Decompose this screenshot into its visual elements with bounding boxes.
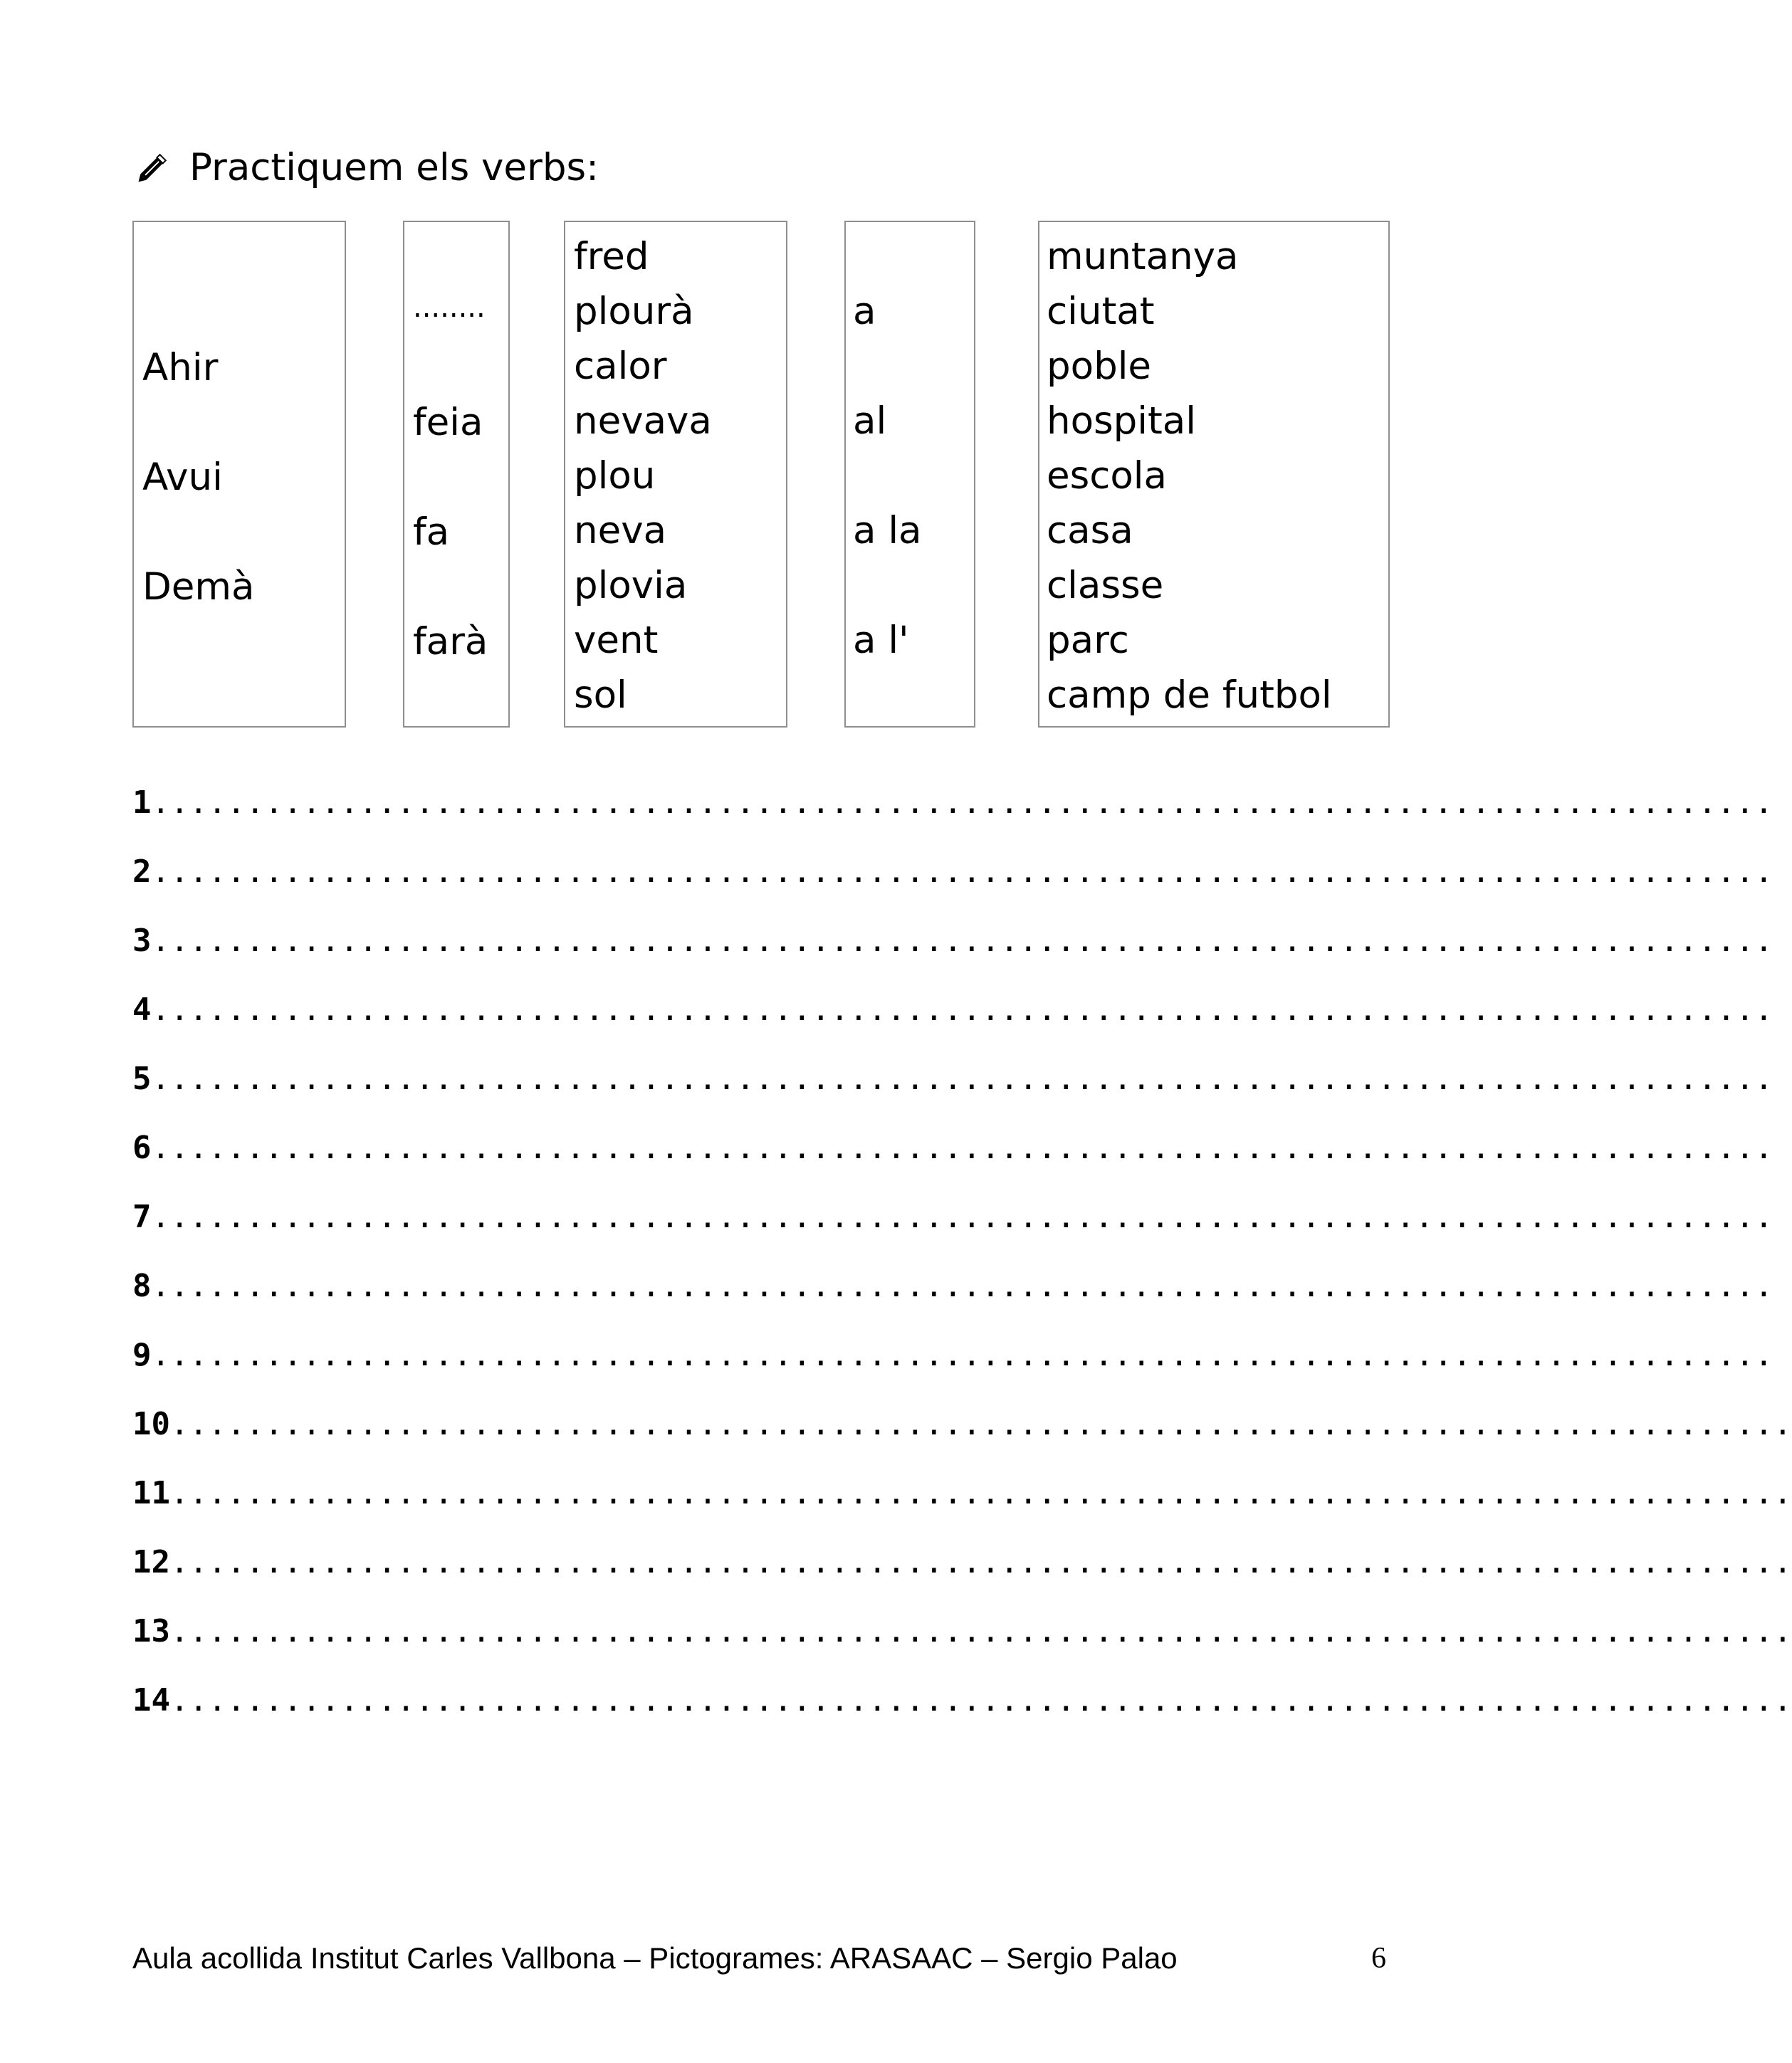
line-dots: ...................................................................................... [169, 1475, 1792, 1511]
practice-line-6[interactable] [132, 1127, 1773, 1170]
weather-word: nevava [574, 399, 712, 443]
place-word: parc [1047, 619, 1129, 662]
pencil-icon [132, 147, 174, 188]
line-dots: ...................................................................................... [151, 992, 1773, 1028]
practice-line-14[interactable] [132, 1679, 1792, 1722]
weather-word: sol [574, 673, 627, 717]
place-word: poble [1047, 345, 1152, 388]
preposition-word: a [853, 290, 876, 333]
line-dots: ...................................................................................... [151, 1268, 1773, 1304]
line-dots: ...................................................................................... [169, 1544, 1792, 1580]
place-word: hospital [1047, 399, 1196, 443]
line-dots: ...................................................................................... [151, 923, 1773, 959]
line-dots: ...................................................................................... [169, 1613, 1792, 1649]
line-number: 13 [132, 1613, 170, 1649]
practice-line-4[interactable] [132, 989, 1773, 1032]
time-word: Avui [142, 456, 223, 499]
practice-line-11[interactable] [132, 1472, 1792, 1515]
practice-line-2[interactable] [132, 851, 1773, 893]
place-word: ciutat [1047, 290, 1155, 333]
line-number: 12 [132, 1544, 170, 1580]
weather-word: plou [574, 454, 656, 498]
place-word: casa [1047, 509, 1133, 552]
line-number: 10 [132, 1406, 170, 1442]
practice-line-9[interactable] [132, 1334, 1773, 1377]
page-number: 6 [1371, 1942, 1386, 1975]
verb-blank: ........ [413, 291, 486, 324]
line-dots: ...................................................................................... [169, 1682, 1792, 1718]
line-number: 4 [132, 992, 152, 1028]
practice-line-5[interactable] [132, 1058, 1773, 1101]
line-dots: ...................................................................................... [169, 1406, 1792, 1442]
practice-line-7[interactable] [132, 1196, 1773, 1239]
weather-word: plourà [574, 290, 694, 333]
preposition-word: a la [853, 509, 922, 552]
places-box [1038, 221, 1390, 728]
weather-word: plovia [574, 564, 688, 607]
place-word: camp de futbol [1047, 673, 1332, 717]
weather-word: vent [574, 619, 659, 662]
place-word: classe [1047, 564, 1164, 607]
verb-word: feia [413, 401, 483, 444]
page-heading [132, 142, 599, 192]
line-dots: ...................................................................................... [151, 854, 1773, 890]
place-word: muntanya [1047, 235, 1239, 278]
line-dots: ...................................................................................... [151, 1130, 1773, 1166]
heading-text: Practiquem els verbs: [189, 145, 599, 189]
line-number: 9 [132, 1337, 152, 1373]
practice-line-12[interactable] [132, 1541, 1792, 1584]
verb-word: farà [413, 620, 488, 663]
preposition-word: al [853, 399, 887, 443]
practice-line-3[interactable] [132, 920, 1773, 962]
weather-box [564, 221, 787, 728]
line-number: 3 [132, 923, 152, 959]
place-word: escola [1047, 454, 1167, 498]
line-number: 5 [132, 1061, 152, 1097]
line-number: 11 [132, 1475, 170, 1511]
practice-line-13[interactable] [132, 1610, 1792, 1653]
weather-word: neva [574, 509, 667, 552]
line-dots: ...................................................................................... [151, 784, 1773, 821]
footer-credits: Aula acollida Institut Carles Vallbona – Pictogrames: ARASAAC – Sergio Palao [132, 1941, 1178, 1975]
prepositions-box [844, 221, 975, 728]
time-word: Ahir [142, 346, 219, 389]
line-number: 1 [132, 784, 152, 821]
line-number: 8 [132, 1268, 152, 1304]
line-number: 7 [132, 1199, 152, 1235]
verb-word: fa [413, 510, 450, 554]
practice-line-10[interactable] [132, 1403, 1792, 1446]
line-dots: ...................................................................................... [151, 1199, 1773, 1235]
practice-line-1[interactable] [132, 782, 1773, 824]
time-word: Demà [142, 565, 255, 609]
verbs-box [403, 221, 510, 728]
line-dots: ...................................................................................... [151, 1337, 1773, 1373]
practice-line-8[interactable] [132, 1265, 1773, 1308]
line-number: 14 [132, 1682, 170, 1718]
weather-word: fred [574, 235, 649, 278]
time-words-box [132, 221, 346, 728]
line-dots: ...................................................................................... [151, 1061, 1773, 1097]
line-number: 6 [132, 1130, 152, 1166]
preposition-word: a l' [853, 619, 909, 662]
weather-word: calor [574, 345, 667, 388]
line-number: 2 [132, 854, 152, 890]
